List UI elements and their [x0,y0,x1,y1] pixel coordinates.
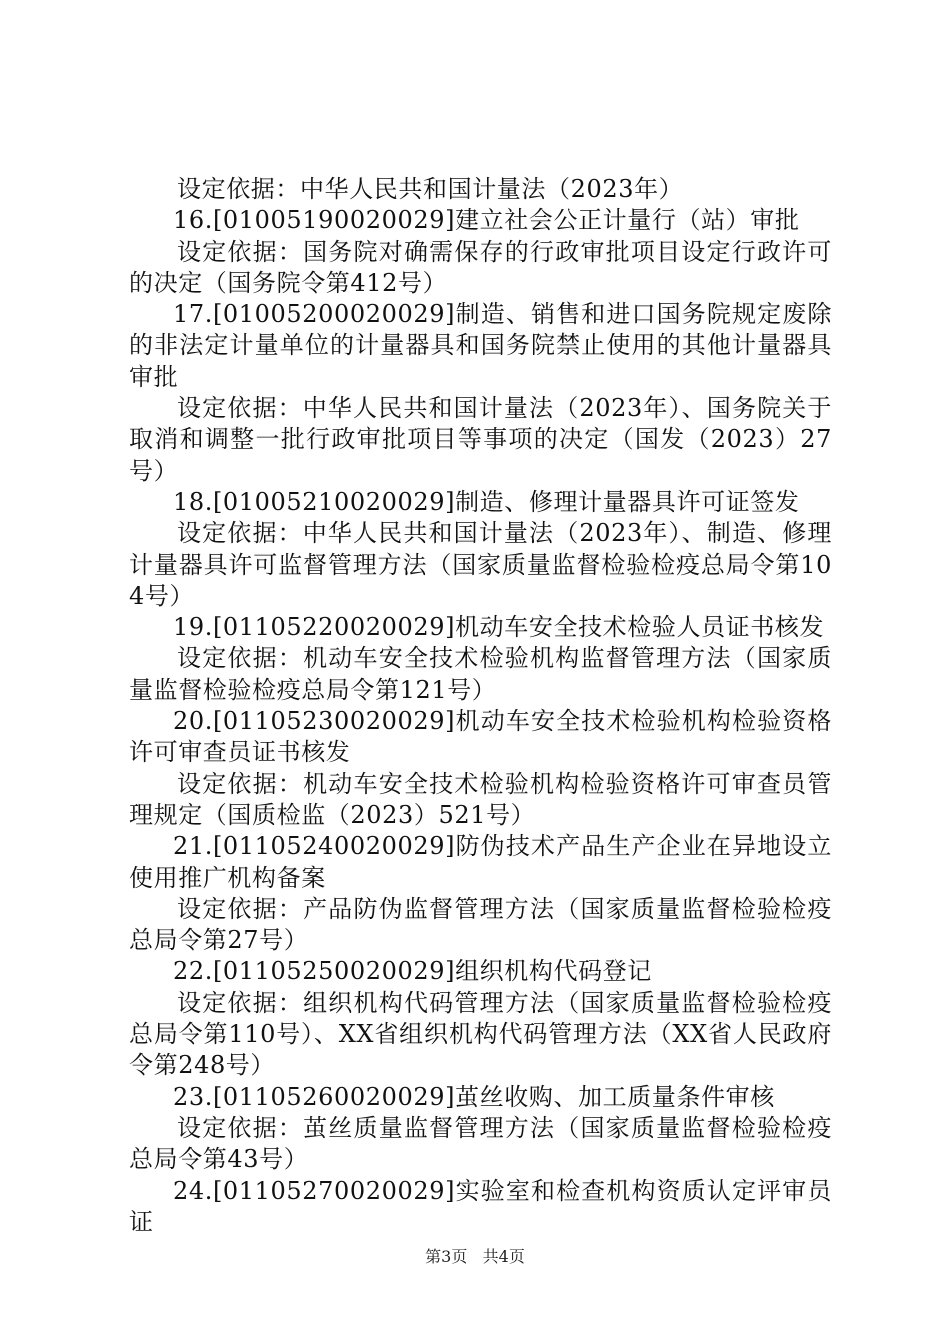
basis-paragraph: 设定依据：中华人民共和国计量法（2023年）、制造、修理计量器具许可监督管理方法（国家质量监督检验检疫总局令第104号） [129,519,832,610]
basis-paragraph: 设定依据：中华人民共和国计量法（2023年）、国务院关于取消和调整一批行政审批项目等事项的决定（国发（2023）27号） [129,394,832,485]
page-number: 第3页 [425,1247,468,1266]
document-body [129,174,832,1238]
basis-paragraph: 设定依据：组织机构代码管理方法（国家质量监督检验检疫总局令第110号）、XX省组织机构代码管理方法（XX省人民政府令第248号） [129,988,832,1080]
page-total: 共4页 [482,1247,525,1266]
item-heading: 17.[01005200020029]制造、销售和进口国务院规定废除的非法定计量单位的计量器具和国务院禁止使用的其他计量器具审批 [129,300,832,391]
item-heading: 16.[01005190020029]建立社会公正计量行（站）审批 [173,206,800,235]
basis-paragraph: 设定依据：国务院对确需保存的行政审批项目设定行政许可的决定（国务院令第412号） [129,237,832,297]
item-heading: 22.[01105250020029]组织机构代码登记 [173,957,652,986]
item-heading: 19.[01105220020029]机动车安全技术检验人员证书核发 [173,613,825,642]
item-heading: 18.[01005210020029]制造、修理计量器具许可证签发 [173,487,800,516]
item-heading: 24.[01105270020029]实验室和检查机构资质认定评审员证 [129,1176,832,1236]
basis-paragraph: 设定依据：茧丝质量监督管理方法（国家质量监督检验检疫总局令第43号） [129,1113,832,1174]
page-footer [0,1244,950,1267]
item-heading: 23.[01105260020029]茧丝收购、加工质量条件审核 [173,1082,775,1111]
basis-paragraph: 设定依据：产品防伪监督管理方法（国家质量监督检验检疫总局令第27号） [129,894,832,955]
item-heading: 21.[01105240020029]防伪技术产品生产企业在异地设立使用推广机构备案 [129,832,832,892]
basis-paragraph: 设定依据：中华人民共和国计量法（2023年） [177,175,684,203]
basis-paragraph: 设定依据：机动车安全技术检验机构检验资格许可审查员管理规定（国质检监（2023）521号） [129,769,832,829]
basis-paragraph: 设定依据：机动车安全技术检验机构监督管理方法（国家质量监督检验检疫总局令第121号） [129,644,832,704]
item-heading: 20.[01105230020029]机动车安全技术检验机构检验资格许可审查员证书核发 [129,707,832,767]
